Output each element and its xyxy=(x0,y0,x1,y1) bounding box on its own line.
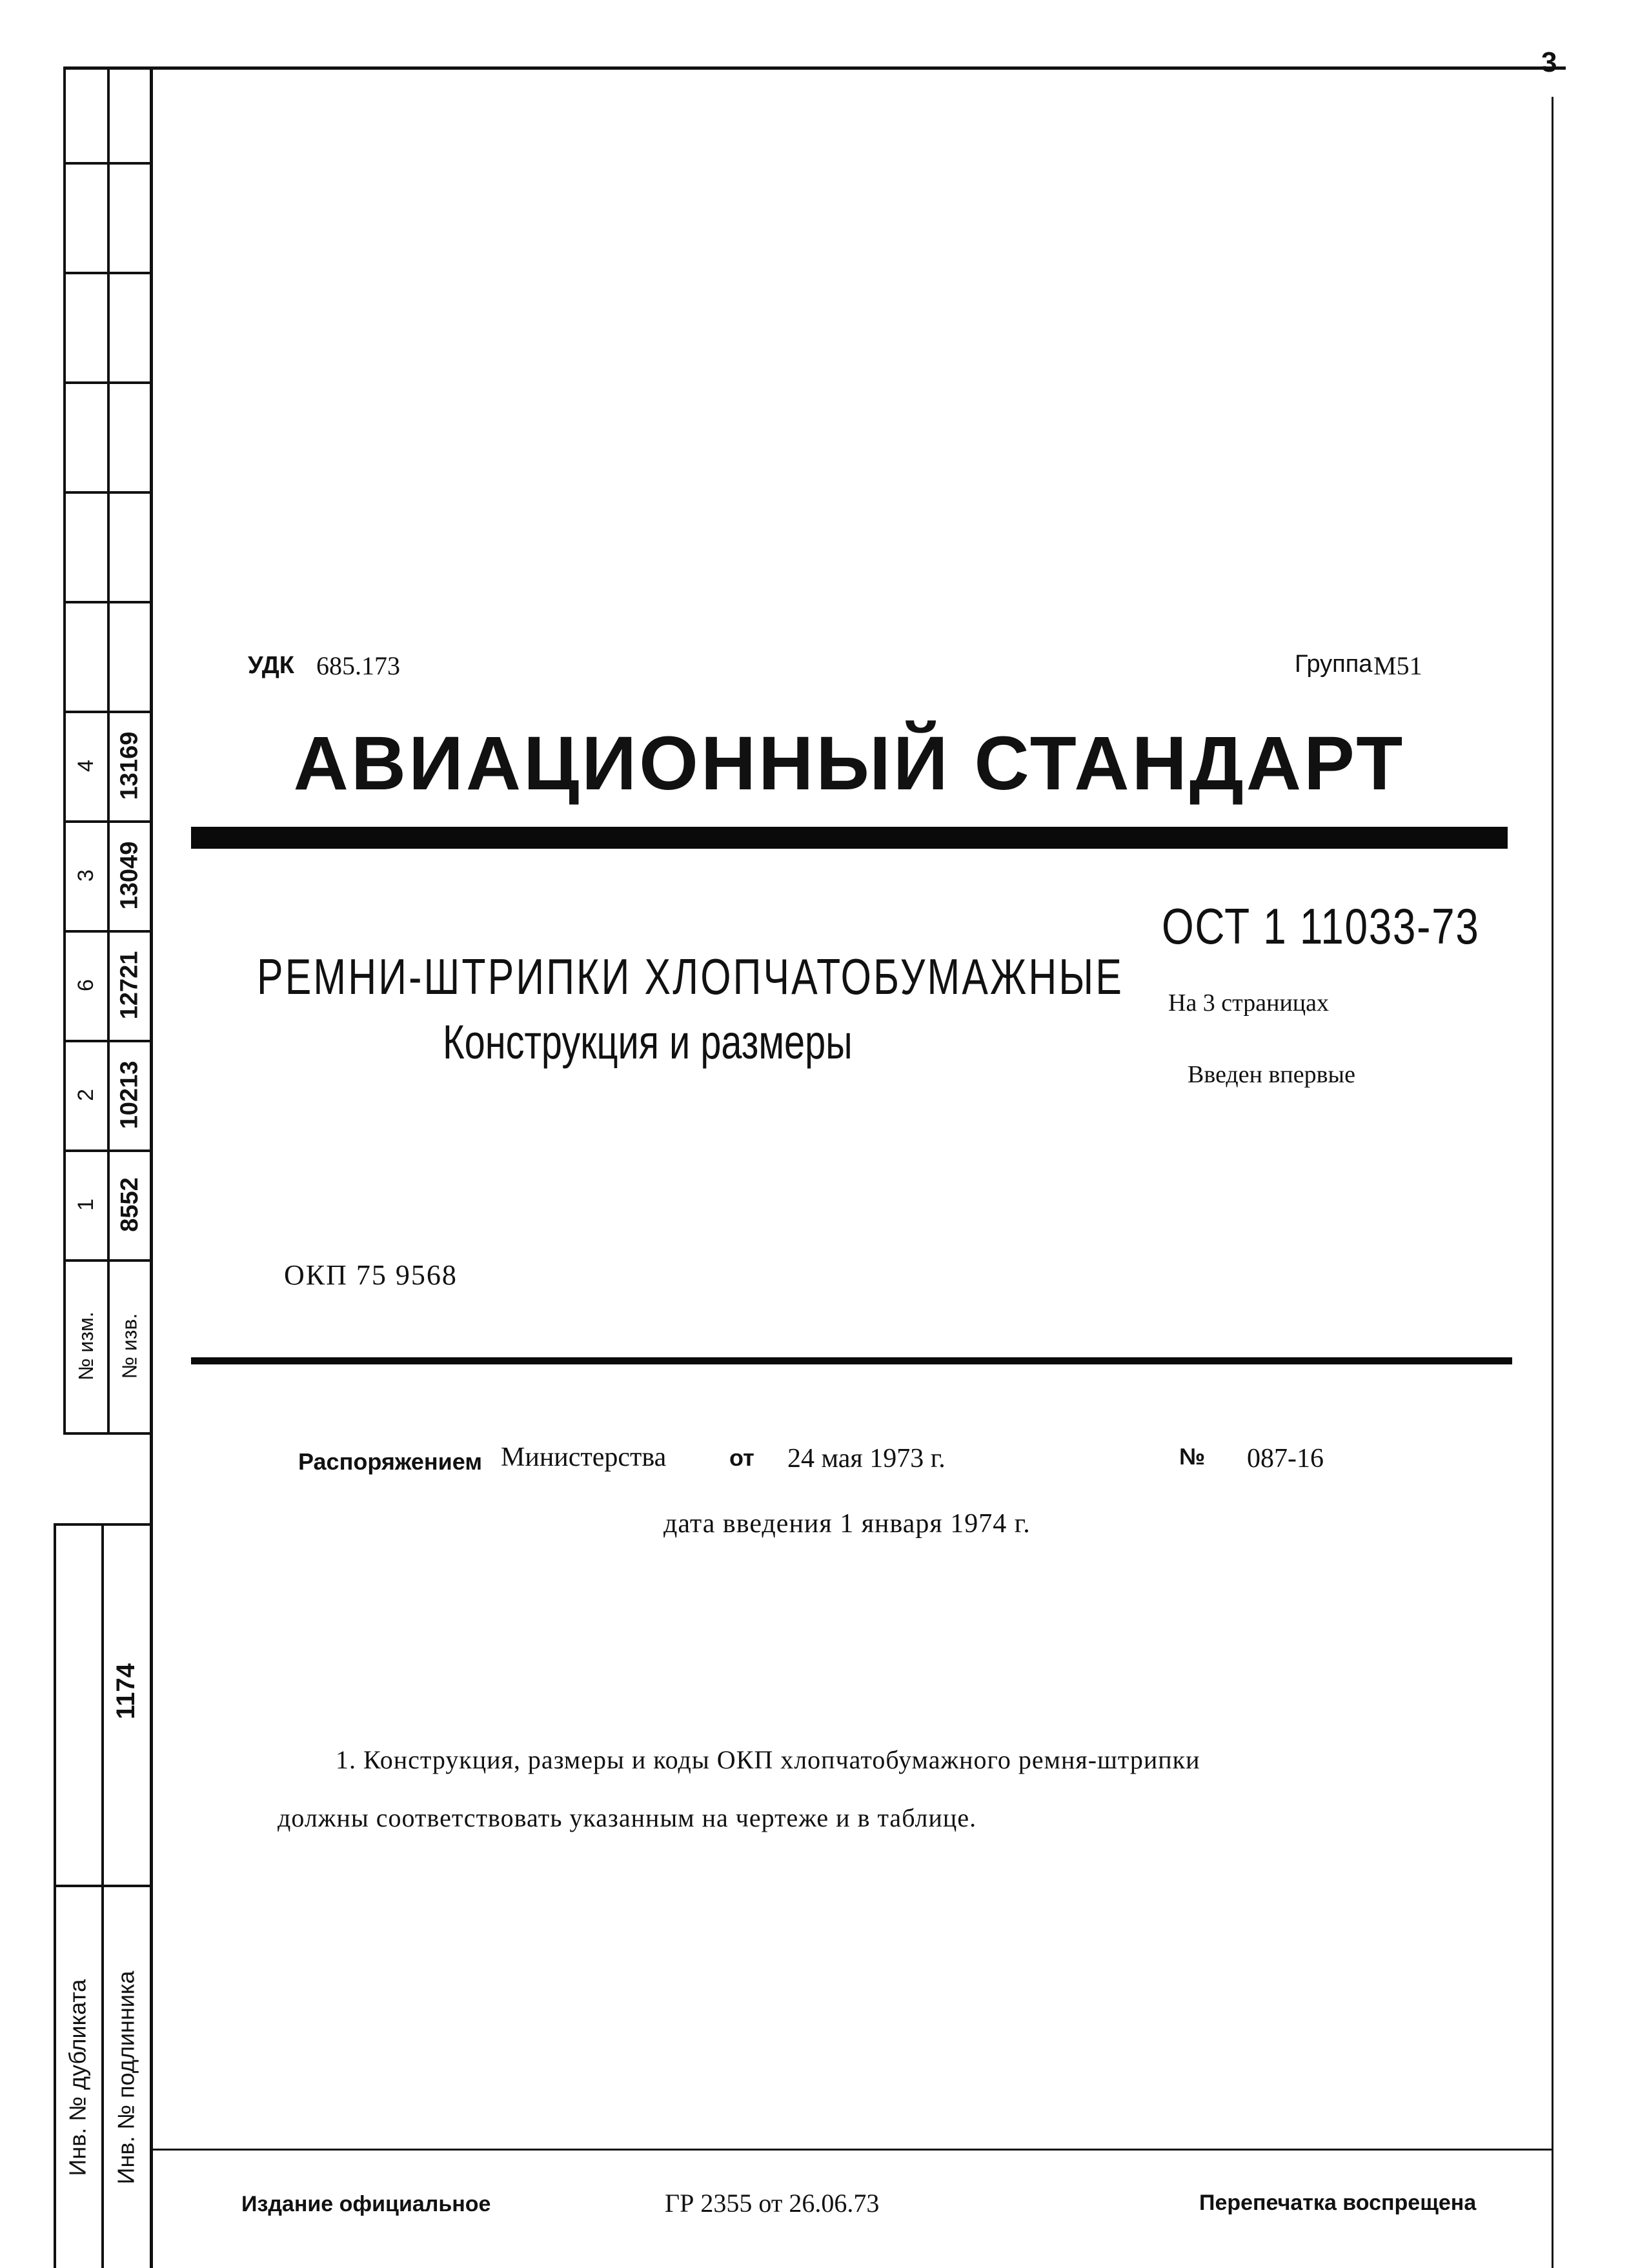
group-label: Группа xyxy=(1295,651,1373,678)
change-number: 6 xyxy=(73,978,98,991)
introduction-date: дата введения 1 января 1974 г. xyxy=(663,1509,1031,1539)
subject-subtitle: Конструкция и размеры xyxy=(443,1015,853,1069)
udk-value: 685.173 xyxy=(316,651,400,680)
subject-title: РЕМНИ-ШТРИПКИ ХЛОПЧАТОБУМАЖНЫЕ xyxy=(257,948,1124,1005)
okp-code: ОКП 75 9568 xyxy=(284,1259,458,1291)
order-label: Распоряжением xyxy=(298,1448,482,1475)
standard-designation: ОСТ 1 11033-73 xyxy=(1162,898,1480,955)
footer-notice: Перепечатка воспрещена xyxy=(1199,2191,1477,2215)
heading-rule xyxy=(191,827,1508,849)
section-rule xyxy=(191,1357,1512,1364)
revision-table xyxy=(63,66,153,1435)
paragraph-line: должны соответствовать указанным на чертеже и в таблице. xyxy=(278,1803,977,1832)
notice-number: 13169 xyxy=(116,731,143,800)
document-heading: АВИАЦИОННЫЙ СТАНДАРТ xyxy=(293,721,1406,806)
standard-status: Введен впервые xyxy=(1188,1061,1355,1088)
frame-bottom-border xyxy=(150,2149,1553,2151)
notice-number: 10213 xyxy=(116,1060,143,1129)
page-count: На 3 страницах xyxy=(1168,989,1329,1017)
change-number: 1 xyxy=(73,1198,98,1211)
duplicate-inventory-label: Инв. № дубликата xyxy=(64,1979,91,2176)
change-number: 3 xyxy=(73,869,98,882)
notice-number-label: № изв. xyxy=(117,1313,141,1379)
order-number-label: № xyxy=(1179,1443,1206,1470)
footer-edition: Издание официальное xyxy=(241,2192,491,2216)
order-from-label: от xyxy=(729,1444,754,1471)
change-number-label: № изм. xyxy=(74,1311,97,1381)
order-number: 087-16 xyxy=(1247,1444,1324,1473)
footer-reference: ГР 2355 от 26.06.73 xyxy=(665,2189,880,2218)
udk-label: УДК xyxy=(248,652,294,679)
frame-top-border xyxy=(63,66,1566,70)
group-value: М51 xyxy=(1373,651,1422,680)
paragraph-line: 1. Конструкция, размеры и коды ОКП хлопчатобумажного ремня-штрипки xyxy=(336,1745,1200,1774)
change-number: 2 xyxy=(73,1088,98,1101)
frame-right-border xyxy=(1552,97,1553,2268)
notice-number: 8552 xyxy=(116,1177,143,1232)
original-inventory-label: Инв. № подлинника xyxy=(112,1970,139,2185)
order-date: 24 мая 1973 г. xyxy=(787,1444,946,1473)
page-number: 3 xyxy=(1541,46,1557,78)
change-number: 4 xyxy=(73,759,98,772)
original-inventory-number: 1174 xyxy=(111,1663,140,1719)
notice-number: 12721 xyxy=(116,951,143,1019)
notice-number: 13049 xyxy=(116,841,143,909)
order-issuer: Министерства xyxy=(501,1443,667,1472)
inventory-table xyxy=(54,1523,153,2268)
